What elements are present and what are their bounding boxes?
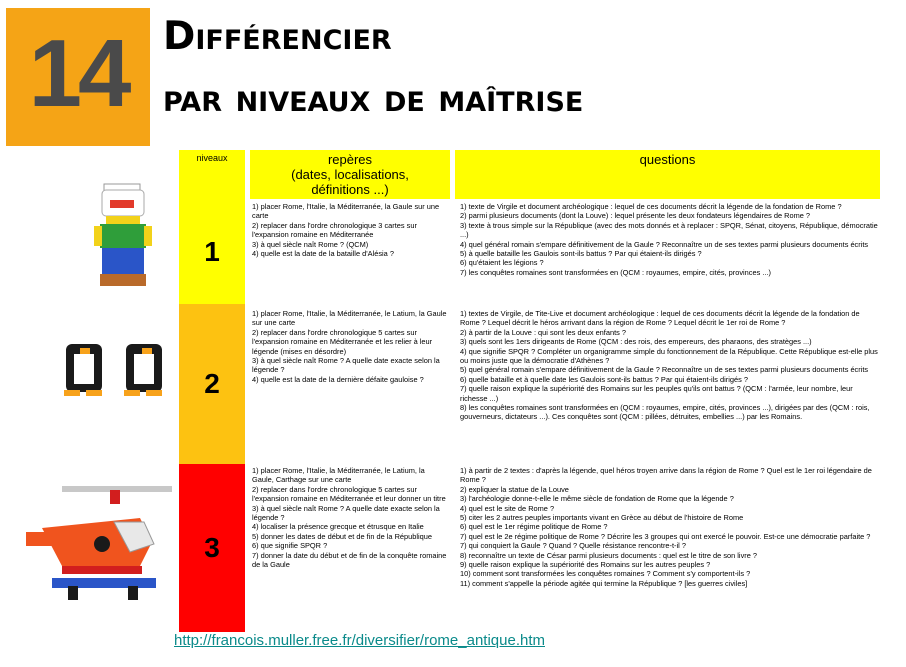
level-3-cell: 3 [179, 464, 245, 632]
lego-penguins-icon [60, 334, 172, 400]
header-questions: questions [455, 150, 880, 199]
chapter-number-badge [6, 8, 150, 146]
page-title-line-2: par niveaux de maîtrise [163, 76, 584, 121]
reperes-level-2: 1) placer Rome, l'Italie, la Méditerranée, le Latium, la Gaule sur une carte 2) replacer dans l'ordre chronologique 5 cartes sur l'expansion romaine en Méditerranée et les relier à leur légende (mises en désordre) 3) à quel siècle naît Rome ? A quelle date exacte selon la légende ? 4) quelle est la date de la dernière défaite gauloise ? [252, 309, 447, 384]
questions-level-1: 1) texte de Virgile et document archéologique : lequel de ces documents décrit la légende de la fondation de Rome ? 2) parmi plusieurs documents (dont la Louve) : lequel présente les deux fondateurs légendaires de Rome ? 3) texte à trous simple sur la République (avec des mots donnés et à replacer : SPQR, Sénat, citoyens, République, démocratie ...) 4) quel général romain s'empare définitivement de la Gaule ? Reconnaître un de ses textes parmi plusieurs documents écrits 5) à quelle bataille les Gaulois sont-ils battus ? Par qui étaient-ils dirigés ? 6) qu'étaient les légions ? 7) les conquêtes romaines sont transformées en (QCM : royaumes, empire, cités, provinces ...) [460, 202, 878, 277]
header-niveaux: niveaux [179, 150, 245, 199]
lego-figure-icon [92, 178, 154, 290]
questions-level-2: 1) textes de Virgile, de Tite-Live et document archéologique : lequel de ces documents décrit la légende de la fondation de Rome ? Lequel décrit le héros arrivant dans la région de Rome ? Lequel décrit le 1er roi de Rome ? 2) à partir de la Louve : qui sont les deux enfants ? 3) quels sont les 1ers dirigeants de Rome (QCM : des rois, des empereurs, des pharaons, des stratèges ...) 4) que signifie SPQR ? Compléter un organigramme simple du fonctionnement de la République. Cette République est-elle plus ou moins juste que la démocratie d'Athènes ? 5) quel général romain s'empare définitivement de la Gaule ? Reconnaître un de ses textes parmi plusieurs documents écrits 6) quelle bataille et à quelle date les Gaulois sont-ils battus ? Par qui étaient-ils dirigés ? 7) quelle raison explique la supériorité des Romains sur les peuples qu'ils ont battus ? (QCM : l'armée, leur nombre, leur richesse ...) 8) les conquêtes romaines sont transformées en (QCM : royaumes, empire, cités, provinces ...), dirigées par des (QCM : rois, gouverneurs, dictateurs ...). Ces conquêtes sont (QCM : pillées, détruites, embellies ...) par les Romains. [460, 309, 878, 422]
header-reperes: repères (dates, localisations, définitions ...) [250, 150, 450, 199]
level-1-cell: 1 [179, 199, 245, 304]
questions-level-3: 1) à partir de 2 textes : d'après la légende, quel héros troyen arrive dans la région de Rome ? Quel est le 1er roi légendaire de Rome ? 2) expliquer la statue de la Louve 3) l'archéologie donne-t-elle le même siècle de fondation de Rome que la légende ? 4) quel est le site de Rome ? 5) citer les 2 autres peuples importants vivant en Grèce au début de l'histoire de Rome 6) quel est le 1er régime politique de Rome ? 7) quel est le 2e régime politique de Rome ? Décrire les 3 groupes qui ont exercé le pouvoir. Est-ce une démocratie parfaite ? 7) qui conquiert la Gaule ? Quand ? Quelle résistance rencontre-t-il ? 8) reconnaître un texte de César parmi plusieurs documents : quel est le titre de son livre ? 9) quelle raison explique la supériorité des Romains sur les autres peuples ? 10) comment sont transformées les conquêtes romaines ? Comment s'y comportent-ils ? 11) comment s'appelle la période agitée qui termine la République ? [les guerres civiles] [460, 466, 872, 588]
lego-helicopter-icon [22, 482, 174, 604]
reperes-level-1: 1) placer Rome, l'Italie, la Méditerranée, la Gaule sur une carte 2) replacer dans l'ordre chronologique 3 cartes sur l'expansion romaine en Méditerranée 3) à quel siècle naît Rome ? (QCM) 4) quelle est la date de la bataille d'Alésia ? [252, 202, 440, 259]
source-link[interactable]: http://francois.muller.free.fr/diversifier/rome_antique.htm [174, 632, 545, 649]
reperes-level-3: 1) placer Rome, l'Italie, la Méditerranée, le Latium, la Gaule, Carthage sur une carte 2) replacer dans l'ordre chronologique 5 cartes sur l'expansion romaine en Méditerranée et leur donner un titre 3) à quel siècle naît Rome ? A quelle date exacte selon la légende ? 4) localiser la présence grecque et étrusque en Italie 5) donner les dates de début et de fin de la République 6) que signifie SPQR ? 7) donner la date du début et de fin de la conquête romaine de la Gaule [252, 466, 447, 570]
page-title-line-1: Différencier [163, 14, 392, 59]
chapter-number: 14 [28, 20, 128, 127]
level-2-cell: 2 [179, 304, 245, 464]
